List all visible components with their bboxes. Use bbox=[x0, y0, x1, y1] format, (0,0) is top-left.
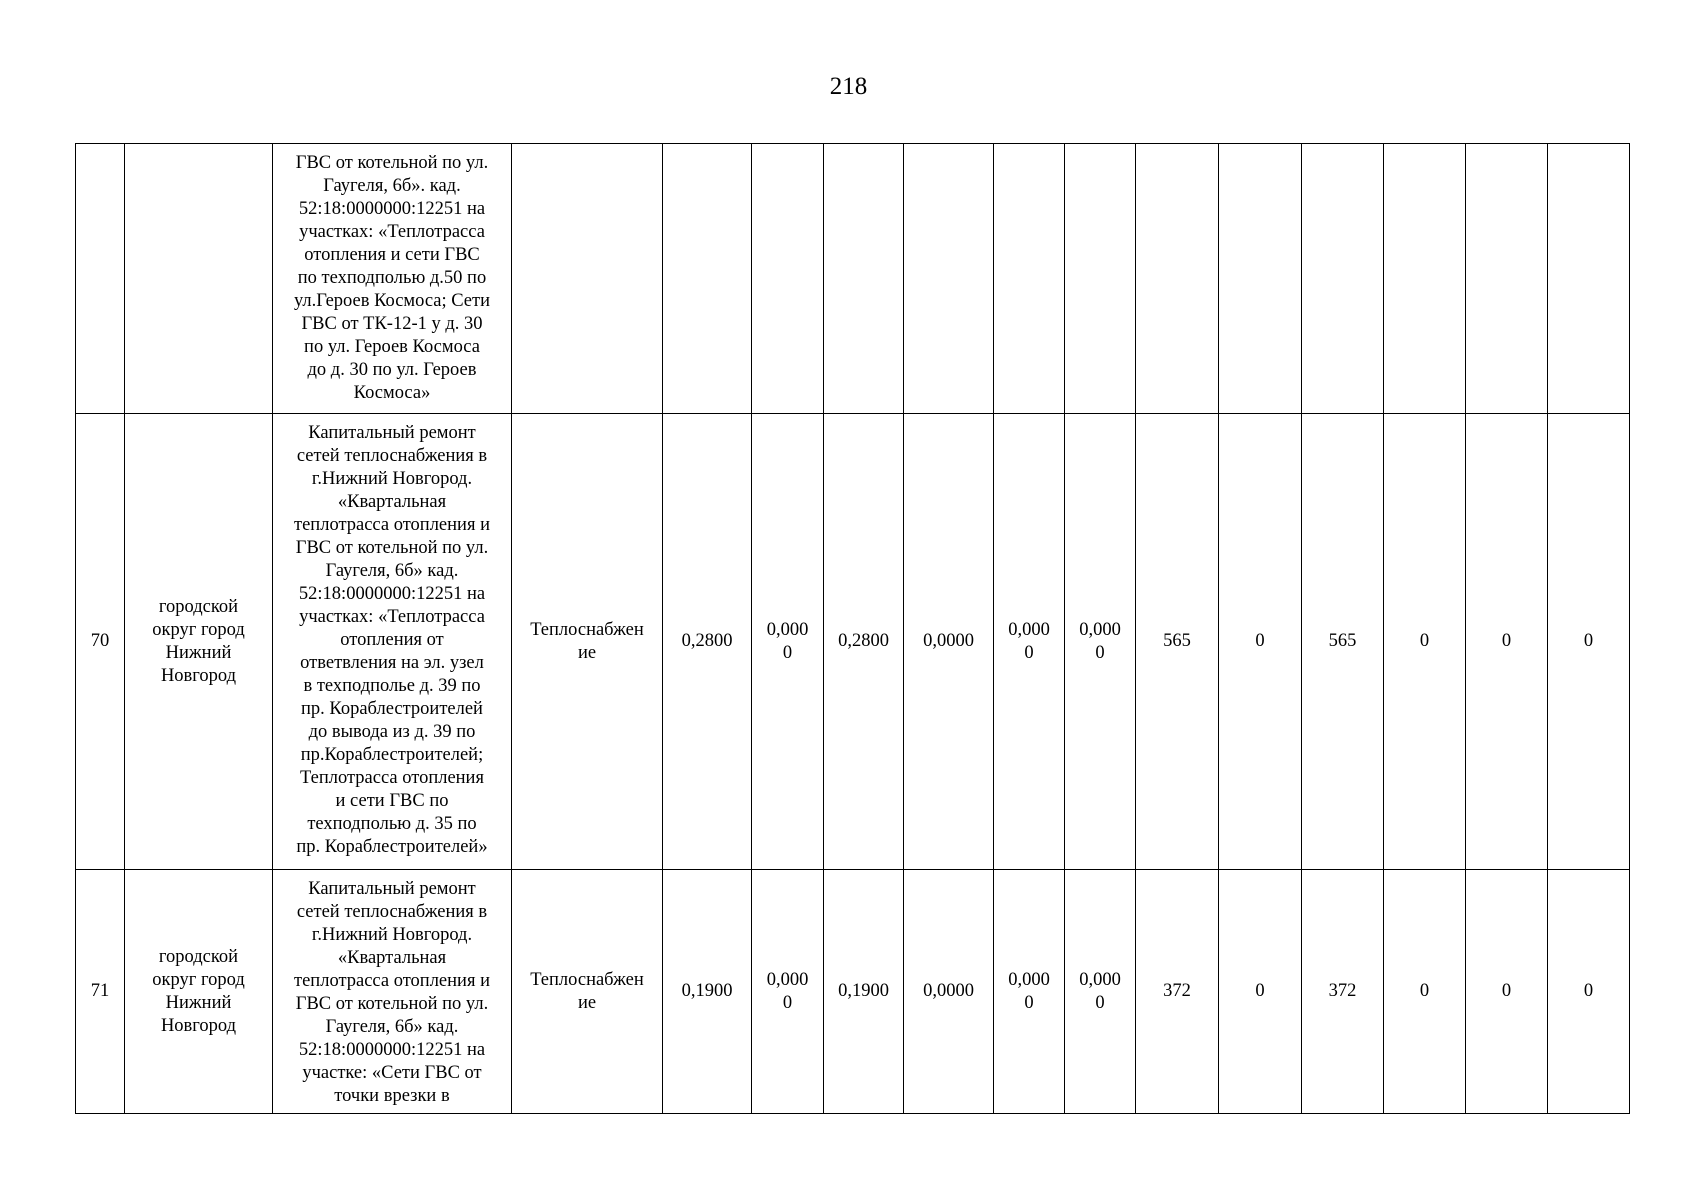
cell-value: 0,000 0 bbox=[994, 870, 1065, 1114]
cell-value bbox=[1384, 144, 1466, 414]
cell-value: 565 bbox=[1136, 414, 1219, 870]
cell-value: 0,000 0 bbox=[752, 870, 824, 1114]
cell-municipality: городской округ город Нижний Новгород bbox=[125, 414, 273, 870]
cell-sector: Теплоснабжен ие bbox=[512, 870, 663, 1114]
cell-value bbox=[1065, 144, 1136, 414]
cell-value: 0 bbox=[1466, 414, 1548, 870]
cell-value: 372 bbox=[1136, 870, 1219, 1114]
cell-value: 0,1900 bbox=[824, 870, 904, 1114]
cell-value: 0 bbox=[1384, 414, 1466, 870]
cell-value bbox=[1219, 144, 1302, 414]
cell-value bbox=[1136, 144, 1219, 414]
project-table bbox=[75, 143, 1630, 1114]
cell-value: 0,0000 bbox=[904, 870, 994, 1114]
cell-value bbox=[663, 144, 752, 414]
cell-value: 0 bbox=[1548, 870, 1630, 1114]
table-row bbox=[76, 144, 1630, 414]
cell-value bbox=[752, 144, 824, 414]
cell-value: 0 bbox=[1219, 870, 1302, 1114]
cell-value bbox=[1302, 144, 1384, 414]
cell-value bbox=[824, 144, 904, 414]
cell-value: 372 bbox=[1302, 870, 1384, 1114]
cell-value bbox=[904, 144, 994, 414]
cell-value: 0 bbox=[1384, 870, 1466, 1114]
cell-value: 0 bbox=[1219, 414, 1302, 870]
cell-value: 0,000 0 bbox=[1065, 414, 1136, 870]
cell-value: 0,2800 bbox=[663, 414, 752, 870]
cell-value bbox=[1466, 144, 1548, 414]
table-row bbox=[76, 414, 1630, 870]
table-row bbox=[76, 870, 1630, 1114]
page-number: 218 bbox=[829, 73, 868, 100]
cell-value bbox=[1548, 144, 1630, 414]
cell-value: 0 bbox=[1548, 414, 1630, 870]
cell-value: 0,000 0 bbox=[994, 414, 1065, 870]
cell-municipality: городской округ город Нижний Новгород bbox=[125, 870, 273, 1114]
cell-value: 0,0000 bbox=[904, 414, 994, 870]
cell-description: Капитальный ремонт сетей теплоснабжения в г.Нижний Новгород. «Квартальная теплотрасса отопления и ГВС от котельной по ул. Гаугеля, 6б» кад. 52:18:0000000:12251 на участках: «Теплотрасса отопления от ответвления на эл. узел в техподполье д. 39 по пр. Кораблестроителей до вывода из д. 39 по пр.Кораблестроителей; Теплотрасса отопления и сети ГВС по техподполью д. 35 по пр. Кораблестроителей» bbox=[273, 414, 512, 870]
cell-sector: Теплоснабжен ие bbox=[512, 414, 663, 870]
cell-number: 70 bbox=[76, 414, 125, 870]
cell-value: 0 bbox=[1466, 870, 1548, 1114]
cell-value: 0,000 0 bbox=[752, 414, 824, 870]
cell-description: ГВС от котельной по ул. Гаугеля, 6б». кад. 52:18:0000000:12251 на участках: «Теплотрасса отопления и сети ГВС по техподполью д.50 по ул.Героев Космоса; Сети ГВС от ТК-12-1 у д. 30 по ул. Героев Космоса до д. 30 по ул. Героев Космоса» bbox=[273, 144, 512, 414]
cell-value: 0,000 0 bbox=[1065, 870, 1136, 1114]
cell-value: 565 bbox=[1302, 414, 1384, 870]
cell-municipality bbox=[125, 144, 273, 414]
cell-value: 0,2800 bbox=[824, 414, 904, 870]
cell-value bbox=[994, 144, 1065, 414]
cell-value: 0,1900 bbox=[663, 870, 752, 1114]
cell-description: Капитальный ремонт сетей теплоснабжения в г.Нижний Новгород. «Квартальная теплотрасса отопления и ГВС от котельной по ул. Гаугеля, 6б» кад. 52:18:0000000:12251 на участке: «Сети ГВС от точки врезки в bbox=[273, 870, 512, 1114]
cell-number: 71 bbox=[76, 870, 125, 1114]
cell-sector bbox=[512, 144, 663, 414]
cell-number bbox=[76, 144, 125, 414]
